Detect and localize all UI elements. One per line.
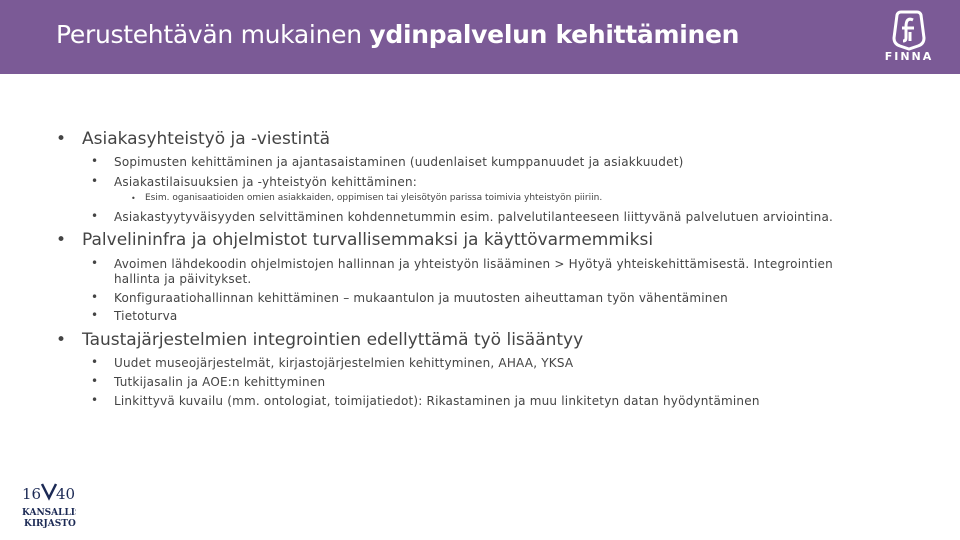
list-item-line1: Avoimen lähdekoodin ohjelmistojen hallinnan ja yhteistyön lisääminen > Hyötyä yhteiskehittämisestä. Integrointien [114, 257, 833, 271]
bullet-l2: • [91, 174, 99, 188]
kansalliskirjasto-logo [20, 482, 76, 530]
kansalliskirjasto-emblem-icon [20, 482, 76, 530]
logo-year-left: 16 [22, 485, 42, 503]
list-item: Tietoturva [114, 309, 178, 323]
title-bold: ydinpalvelun kehittäminen [369, 20, 740, 49]
bullet-l1: • [56, 230, 67, 250]
list-item-line2: hallinta ja päivitykset. [114, 272, 252, 286]
bullet-l2: • [91, 290, 99, 304]
list-item: Tutkijasalin ja AOE:n kehittyminen [114, 375, 326, 389]
bullet-l2: • [91, 154, 99, 168]
bullet-l2: • [91, 308, 99, 322]
bullet-l2: • [91, 209, 99, 223]
list-item: Asiakastyytyväisyyden selvittäminen kohdennetummin esim. palvelutilanteeseen liittyvänä palvelutuen arviointina. [114, 210, 834, 224]
title-light: Perustehtävän mukainen [56, 20, 370, 49]
logo-line2: KIRJASTO [24, 519, 76, 529]
section-heading: Taustajärjestelmien integrointien edellyttämä työ lisääntyy [82, 330, 584, 350]
list-subitem: Esim. oganisaatioiden omien asiakkaiden, oppimisen tai yleisötyön parissa toimivia yhteistyön piiriin. [145, 193, 603, 203]
list-item: Uudet museojärjestelmät, kirjastojärjestelmien kehittyminen, AHAA, YKSA [114, 356, 574, 370]
bullet-l2: • [91, 393, 99, 407]
section-heading: Palvelininfra ja ohjelmistot turvallisemmaksi ja käyttövarmemmiksi [82, 230, 654, 250]
bullet-l2: • [91, 374, 99, 388]
finna-logo-text: FINNA [884, 50, 934, 63]
list-item: Linkittyvä kuvailu (mm. ontologiat, toimijatiedot): Rikastaminen ja muu linkitetyn datan hyödyntäminen [114, 394, 760, 408]
list-item: Sopimusten kehittäminen ja ajantasaistaminen (uudenlaiset kumppanuudet ja asiakkuudet) [114, 155, 684, 169]
list-item: Konfiguraatiohallinnan kehittäminen – mukaantulon ja muutosten aiheuttaman työn vähentäminen [114, 291, 728, 305]
bullet-l1: • [56, 129, 67, 149]
bullet-l3: • [131, 194, 136, 203]
section-heading: Asiakasyhteistyö ja -viestintä [82, 129, 331, 149]
list-item: Asiakastilaisuuksien ja -yhteistyön kehittäminen: [114, 175, 417, 189]
bullet-l2: • [91, 256, 99, 270]
logo-line1: KANSALLIS [22, 508, 76, 518]
bullet-l1: • [56, 330, 67, 350]
logo-year-right: 40 [56, 485, 76, 503]
bullet-l2: • [91, 355, 99, 369]
